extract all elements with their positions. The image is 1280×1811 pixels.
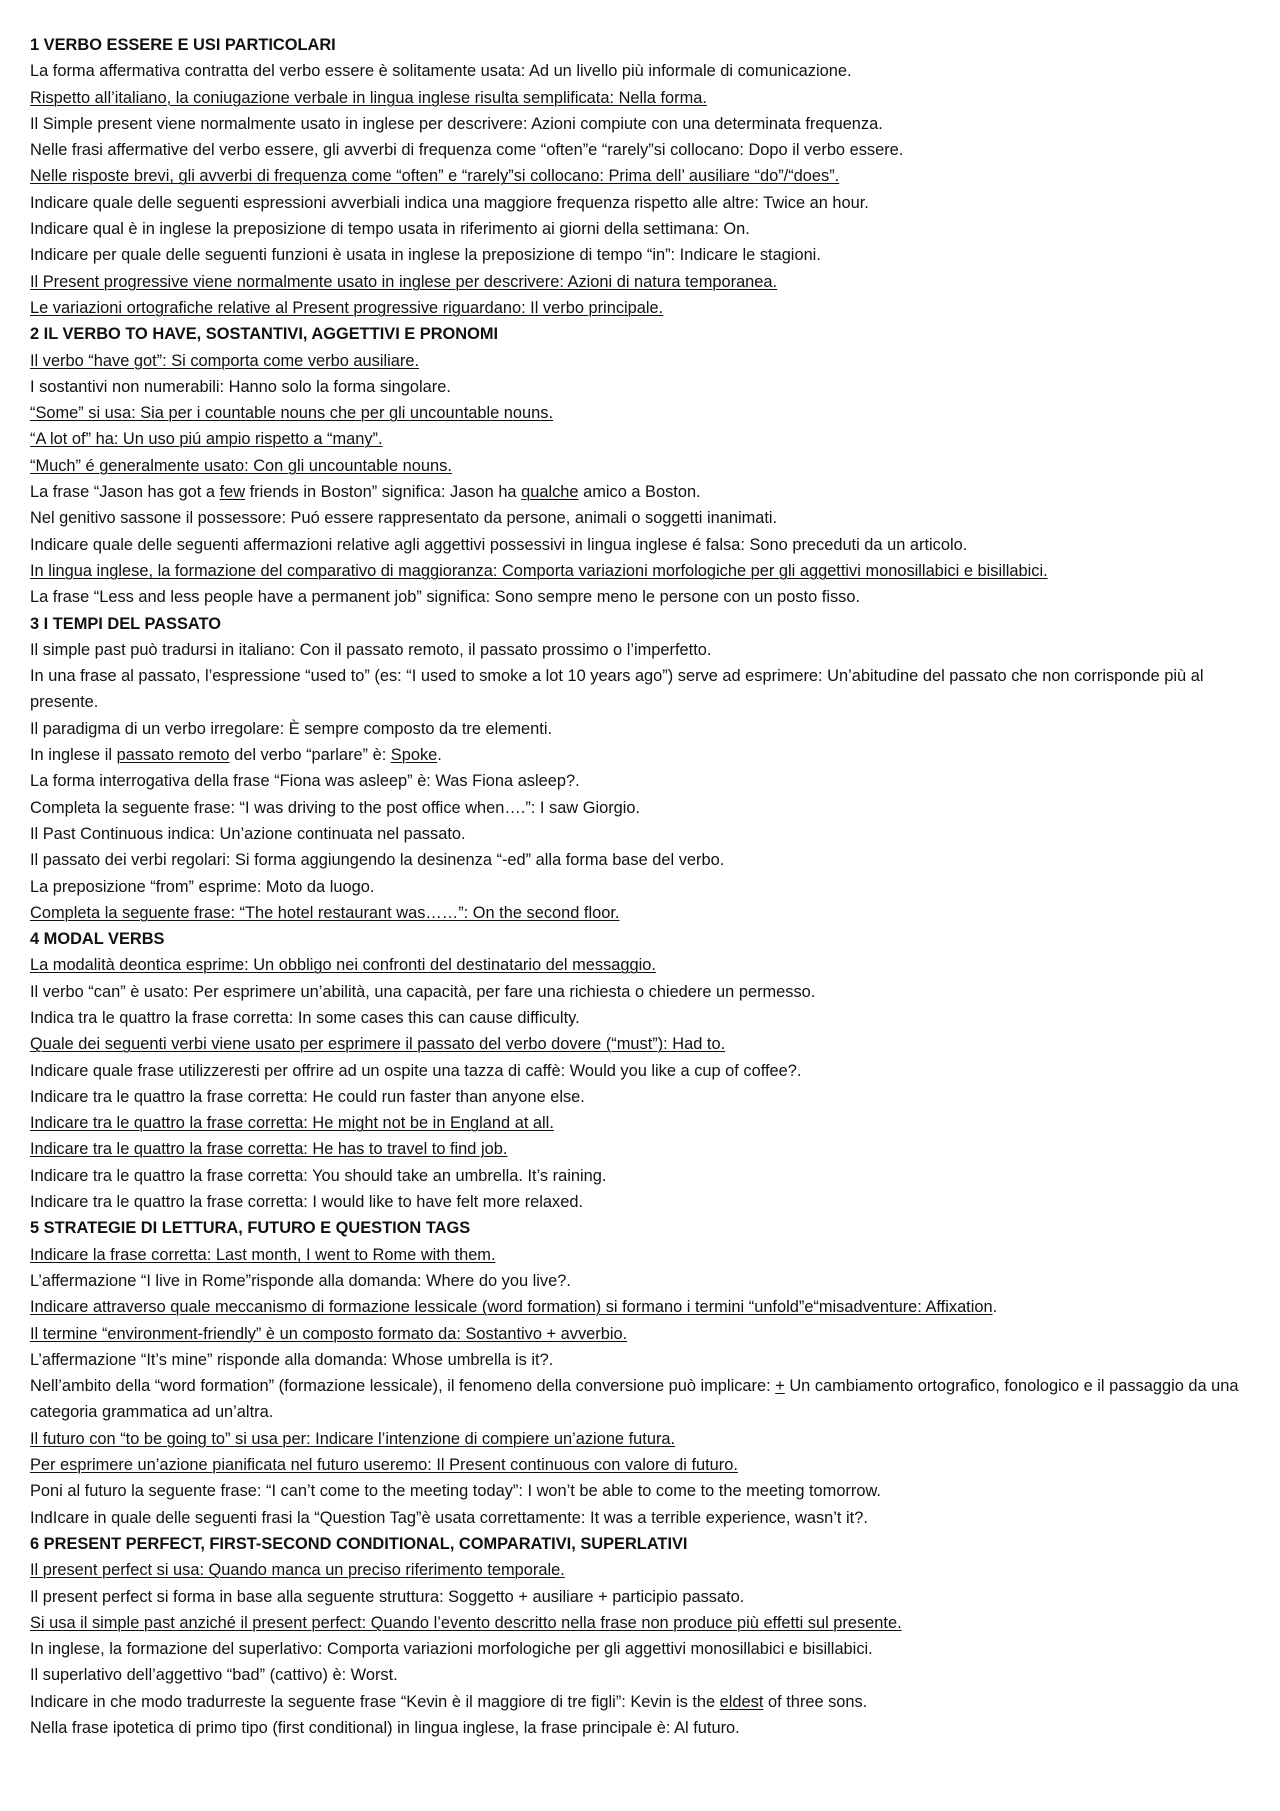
- quiz-line: La modalità deontica esprime: Un obbligo nei confronti del destinatario del messaggio.: [30, 956, 656, 975]
- quiz-line: Indicare tra le quattro la frase corretta: You should take an umbrella. It’s raining.: [30, 1166, 607, 1185]
- text-segment: In inglese il: [30, 746, 117, 765]
- quiz-line: Il futuro con “to be going to” si usa per: Indicare l’intenzione di compiere un’azione futura.: [30, 1429, 676, 1448]
- quiz-line: Indicare tra le quattro la frase corretta: I would like to have felt more relaxed.: [30, 1193, 583, 1212]
- quiz-line: Indicare tra le quattro la frase corretta: He has to travel to find job.: [30, 1140, 508, 1159]
- text-segment: amico a Boston.: [578, 483, 701, 502]
- quiz-line: La frase “Less and less people have a permanent job” significa: Sono sempre meno le persone con un posto fisso.: [30, 588, 861, 607]
- quiz-line: Il simple past può tradursi in italiano: Con il passato remoto, il passato prossimo o l’imperfetto.: [30, 640, 712, 659]
- quiz-line: Indicare tra le quattro la frase corretta: He could run faster than anyone else.: [30, 1087, 585, 1106]
- quiz-line: Nelle frasi affermative del verbo essere, gli avverbi di frequenza come “often”e “rarely”si collocano: Dopo il verbo essere.: [30, 141, 904, 160]
- text-segment: friends in Boston” significa: Jason ha: [245, 483, 522, 502]
- quiz-line: Il present perfect si usa: Quando manca un preciso riferimento temporale.: [30, 1561, 565, 1580]
- quiz-line: Indica tra le quattro la frase corretta: In some cases this can cause difficulty.: [30, 1008, 580, 1027]
- section-heading: 4 MODAL VERBS: [30, 930, 165, 949]
- quiz-line: Rispetto all’italiano, la coniugazione verbale in lingua inglese risulta semplificata: Nella forma.: [30, 88, 707, 107]
- underlined-segment: eldest: [719, 1692, 764, 1711]
- quiz-line: Il Past Continuous indica: Un’azione continuata nel passato.: [30, 824, 466, 843]
- quiz-line: Nel genitivo sassone il possessore: Puó essere rappresentato da persone, animali o soggetti inanimati.: [30, 509, 778, 528]
- quiz-line: Indicare quale frase utilizzeresti per offrire ad un ospite una tazza di caffè: Would you like a cup of coffee?.: [30, 1061, 802, 1080]
- section-heading: 3 I TEMPI DEL PASSATO: [30, 614, 221, 633]
- quiz-line: Quale dei seguenti verbi viene usato per esprimere il passato del verbo dovere (“must”): Had to.: [30, 1035, 726, 1054]
- quiz-line: Indicare qual è in inglese la preposizione di tempo usata in riferimento ai giorni della settimana: On.: [30, 220, 750, 239]
- quiz-line: Il verbo “can” è usato: Per esprimere un’abilità, una capacità, per fare una richiesta o chiedere un permesso.: [30, 982, 816, 1001]
- text-segment: .: [992, 1298, 998, 1317]
- text-segment: .: [437, 746, 442, 765]
- document-page: [30, 32, 1255, 1741]
- text-segment: of three sons.: [763, 1692, 868, 1711]
- quiz-line: L’affermazione “I live in Rome”risponde alla domanda: Where do you live?.: [30, 1271, 571, 1290]
- quiz-line: Completa la seguente frase: “The hotel restaurant was……”: On the second floor.: [30, 903, 620, 922]
- quiz-line: I sostantivi non numerabili: Hanno solo la forma singolare.: [30, 377, 451, 396]
- quiz-line: Nella frase ipotetica di primo tipo (first conditional) in lingua inglese, la frase principale è: Al futuro.: [30, 1719, 740, 1737]
- quiz-line: Indicare quale delle seguenti affermazioni relative agli aggettivi possessivi in lingua inglese é falsa: Sono preceduti da un articolo.: [30, 535, 968, 554]
- quiz-line: La forma affermativa contratta del verbo essere è solitamente usata: Ad un livello più informale di comunicazione.: [30, 62, 852, 81]
- text-segment: Un cambiamento ortografico, fonologico e il passaggio da una categoria grammatica ad un’altra.: [30, 1377, 1239, 1422]
- quiz-line: [30, 1689, 1255, 1715]
- quiz-line: “A lot of” ha: Un uso piú ampio rispetto a “many”.: [30, 430, 383, 449]
- quiz-line: “Much” é generalmente usato: Con gli uncountable nouns.: [30, 456, 452, 475]
- underlined-segment: Indicare attraverso quale meccanismo di formazione lessicale (word formation) si formano i termini “unfold”e“misadventure: Affixation: [30, 1298, 993, 1317]
- quiz-line: Indicare tra le quattro la frase corretta: He might not be in England at all.: [30, 1114, 554, 1133]
- quiz-line: [30, 1294, 1255, 1320]
- quiz-line: Completa la seguente frase: “I was driving to the post office when….”: I saw Giorgio.: [30, 798, 641, 817]
- quiz-line: [30, 742, 1255, 768]
- quiz-line: Indicare la frase corretta: Last month, I went to Rome with them.: [30, 1245, 496, 1264]
- underlined-segment: qualche: [521, 483, 579, 502]
- underlined-segment: Spoke: [390, 746, 438, 765]
- quiz-line: La forma interrogativa della frase “Fiona was asleep” è: Was Fiona asleep?.: [30, 772, 580, 791]
- quiz-line: In una frase al passato, l’espressione “used to” (es: “I used to smoke a lot 10 years ago”) serve ad esprimere: Un’abitudine del passato che non corrisponde più al presente.: [30, 667, 1204, 712]
- quiz-line: Il Simple present viene normalmente usato in inglese per descrivere: Azioni compiute con una determinata frequenza.: [30, 114, 883, 133]
- text-segment: Indicare in che modo tradurreste la seguente frase “Kevin è il maggiore di tre figli”: Kevin is the: [30, 1692, 720, 1711]
- section-heading: 2 IL VERBO TO HAVE, SOSTANTIVI, AGGETTIVI E PRONOMI: [30, 325, 499, 344]
- quiz-line: Poni al futuro la seguente frase: “I can’t come to the meeting today”: I won’t be able to come to the meeting tomorrow.: [30, 1482, 881, 1501]
- quiz-line: Il paradigma di un verbo irregolare: È sempre composto da tre elementi.: [30, 719, 553, 738]
- text-segment: La frase “Jason has got a: [30, 483, 220, 502]
- quiz-line: Le variazioni ortografiche relative al Present progressive riguardano: Il verbo principale.: [30, 298, 664, 317]
- quiz-line: Il passato dei verbi regolari: Si forma aggiungendo la desinenza “-ed” alla forma base del verbo.: [30, 851, 725, 870]
- quiz-line: La preposizione “from” esprime: Moto da luogo.: [30, 877, 375, 896]
- quiz-line: Si usa il simple past anziché il present perfect: Quando l’evento descritto nella frase non produce più effetti sul presente.: [30, 1613, 902, 1632]
- quiz-line: Nelle risposte brevi, gli avverbi di frequenza come “often” e “rarely”si collocano: Prima dell’ ausiliare “do”/“does”.: [30, 167, 840, 186]
- quiz-line: Il present perfect si forma in base alla seguente struttura: Soggetto + ausiliare + participio passato.: [30, 1587, 745, 1606]
- section-heading: 5 STRATEGIE DI LETTURA, FUTURO E QUESTION TAGS: [30, 1219, 471, 1238]
- underlined-segment: few: [219, 483, 246, 502]
- quiz-line: In inglese, la formazione del superlativo: Comporta variazioni morfologiche per gli aggettivi monosillabici e bisillabici.: [30, 1640, 873, 1659]
- text-segment: del verbo “parlare” è:: [229, 746, 391, 765]
- quiz-line: “Some” si usa: Sia per i countable nouns che per gli uncountable nouns.: [30, 404, 554, 423]
- quiz-line: [30, 479, 1255, 505]
- section-heading: 6 PRESENT PERFECT, FIRST-SECOND CONDITIONAL, COMPARATIVI, SUPERLATIVI: [30, 1534, 688, 1553]
- quiz-line: Il verbo “have got”: Si comporta come verbo ausiliare.: [30, 351, 419, 370]
- quiz-line: Indicare quale delle seguenti espressioni avverbiali indica una maggiore frequenza rispetto alle altre: Twice an hour.: [30, 193, 869, 212]
- quiz-line: Il Present progressive viene normalmente usato in inglese per descrivere: Azioni di natura temporanea.: [30, 272, 778, 291]
- underlined-segment: +: [775, 1377, 785, 1396]
- quiz-line: L’affermazione “It’s mine” risponde alla domanda: Whose umbrella is it?.: [30, 1350, 554, 1369]
- section-heading: 1 VERBO ESSERE E USI PARTICOLARI: [30, 36, 336, 54]
- quiz-line: Il termine “environment-friendly” è un composto formato da: Sostantivo + avverbio.: [30, 1324, 628, 1343]
- quiz-line: Per esprimere un’azione pianificata nel futuro useremo: Il Present continuous con valore di futuro.: [30, 1456, 738, 1475]
- quiz-line: IndIcare in quale delle seguenti frasi la “Question Tag”è usata correttamente: It was a terrible experience, wasn’t it?.: [30, 1508, 868, 1527]
- quiz-line: [30, 1373, 1255, 1426]
- underlined-segment: passato remoto: [116, 746, 230, 765]
- quiz-line: Il superlativo dell’aggettivo “bad” (cattivo) è: Worst.: [30, 1666, 398, 1685]
- text-segment: Nell’ambito della “word formation” (formazione lessicale), il fenomeno della conversione può implicare:: [30, 1377, 776, 1396]
- quiz-line: In lingua inglese, la formazione del comparativo di maggioranza: Comporta variazioni morfologiche per gli aggettivi monosillabici e bisillabici.: [30, 561, 1048, 580]
- quiz-line: Indicare per quale delle seguenti funzioni è usata in inglese la preposizione di tempo “in”: Indicare le stagioni.: [30, 246, 821, 265]
